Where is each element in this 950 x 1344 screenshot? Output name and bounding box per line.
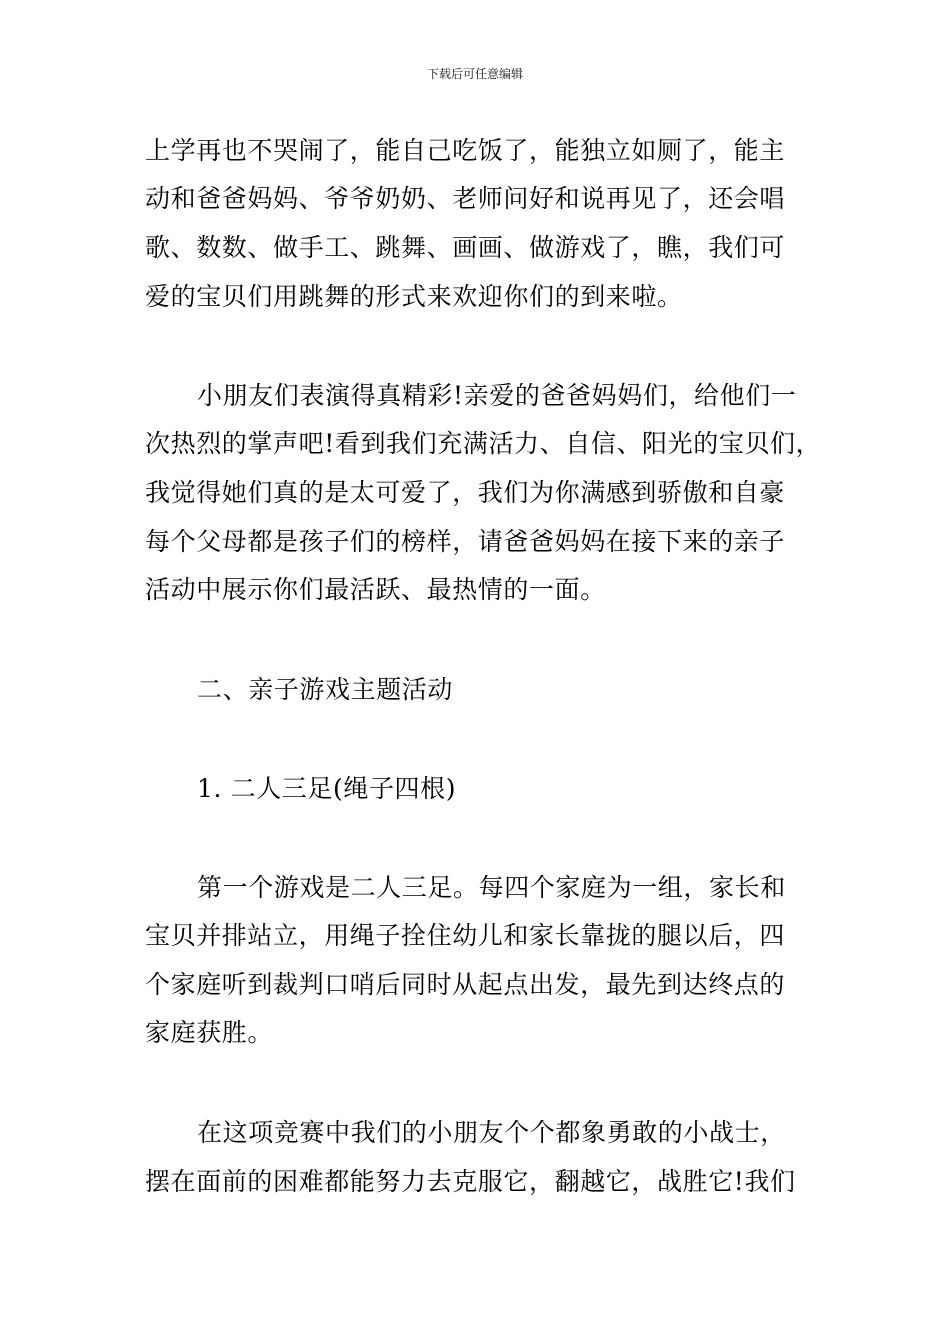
paragraph-first-line: 第一个游戏是二人三足。每四个家庭为一组，家长和 [197, 873, 786, 902]
body-text-line: 个家庭听到裁判口哨后同时从起点出发，最先到达终点的 [145, 970, 786, 999]
paragraph-first-line: 小朋友们表演得真精彩!亲爱的爸爸妈妈们，给他们一 [197, 381, 797, 410]
body-text-line: 爱的宝贝们用跳舞的形式来欢迎你们的到来啦。 [145, 282, 683, 311]
body-text-line: 家庭获胜。 [145, 1018, 274, 1047]
body-text-line: 动和爸爸妈妈、爷爷奶奶、老师问好和说再见了，还会唱 [145, 184, 786, 213]
body-text-line: 我觉得她们真的是太可爱了，我们为你满感到骄傲和自豪 [145, 478, 786, 507]
body-text-line: 每个父母都是孩子们的榜样，请爸爸妈妈在接下来的亲子 [145, 527, 786, 556]
body-text-line: 上学再也不哭闹了，能自己吃饭了，能独立如厕了，能主 [145, 136, 786, 165]
paragraph-first-line: 在这项竞赛中我们的小朋友个个都象勇敢的小战士， [197, 1118, 786, 1147]
body-text-line: 活动中展示你们最活跃、最热情的一面。 [145, 575, 606, 604]
subsection-heading: 1. 二人三足(绳子四根) [197, 774, 457, 803]
body-text-line: 歌、数数、做手工、跳舞、画画、做游戏了，瞧，我们可 [145, 233, 786, 262]
body-text-line: 摆在面前的困难都能努力去克服它，翻越它，战胜它!我们 [145, 1167, 796, 1196]
page-header: 下载后可任意编辑 [426, 67, 523, 81]
body-text-line: 宝贝并排站立，用绳子拴住幼儿和家长靠拢的腿以后，四 [145, 921, 786, 950]
body-text-line: 次热烈的掌声吧!看到我们充满活力、自信、阳光的宝贝们， [145, 429, 822, 458]
section-heading: 二、亲子游戏主题活动 [197, 675, 454, 704]
